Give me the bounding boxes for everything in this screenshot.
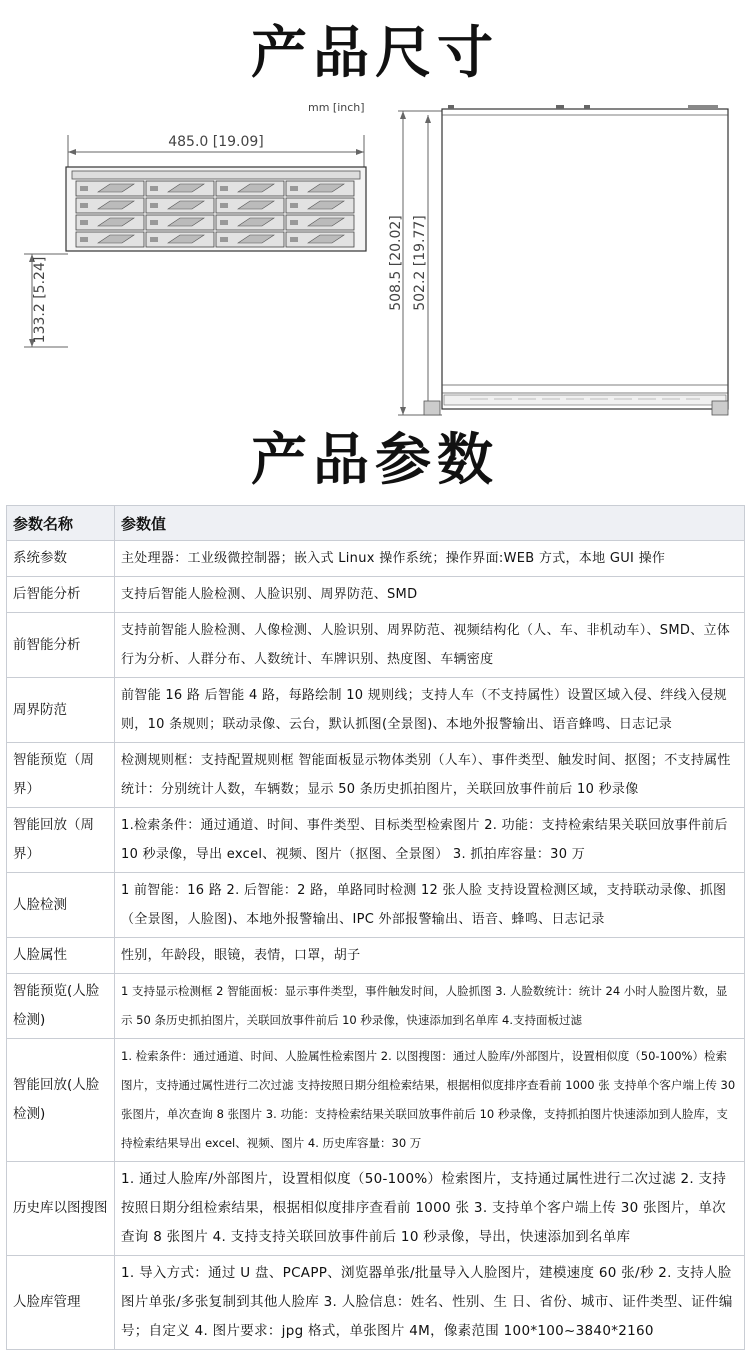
param-name: 历史库以图搜图 bbox=[7, 1162, 115, 1256]
param-value: 1 支持显示检测框 2 智能面板：显示事件类型，事件触发时间，人脸抓图 3. 人脸数统计：统计 24 小时人脸图片数，显示 50 条历史抓拍图片，关联回放事件前后 10 秒录像，快速添加到名单库 4.支持面板过滤 bbox=[115, 974, 745, 1039]
table-row bbox=[7, 808, 745, 873]
depth-inner-label: 502.2 [19.77] bbox=[412, 215, 428, 311]
height-dimension-label: 133.2 [5.24] bbox=[32, 256, 48, 344]
table-row bbox=[7, 1256, 745, 1350]
drive-bay bbox=[216, 181, 284, 196]
drive-bay bbox=[76, 215, 144, 230]
drive-bay bbox=[146, 215, 214, 230]
drive-bay bbox=[76, 232, 144, 247]
param-value: 前智能 16 路 后智能 4 路，每路绘制 10 规则线；支持人车（不支持属性）设置区域入侵、绊线入侵规则，10 条规则；联动录像、云台，默认抓图(全景图)、本地外报警输出、语音蜂鸣、日志记录 bbox=[115, 678, 745, 743]
param-name: 人脸库管理 bbox=[7, 1256, 115, 1350]
table-header-row bbox=[7, 506, 745, 541]
drive-bay bbox=[286, 232, 354, 247]
drive-bay bbox=[146, 198, 214, 213]
param-value: 1.检索条件：通过通道、时间、事件类型、目标类型检索图片 2. 功能：支持检索结果关联回放事件前后 10 秒录像，导出 excel、视频、图片（抠图、全景图） 3. 抓拍库容量：30 万 bbox=[115, 808, 745, 873]
drive-bay bbox=[286, 215, 354, 230]
table-row bbox=[7, 541, 745, 577]
front-view bbox=[24, 134, 366, 347]
param-value: 主处理器：工业级微控制器；嵌入式 Linux 操作系统；操作界面:WEB 方式，本地 GUI 操作 bbox=[115, 541, 745, 577]
param-value: 1 前智能：16 路 2. 后智能：2 路，单路同时检测 12 张人脸 支持设置检测区域，支持联动录像、抓图（全景图，人脸图)、本地外报警输出、IPC 外部报警输出、语音、蜂鸣、日志记录 bbox=[115, 873, 745, 938]
parameter-table bbox=[6, 505, 745, 1350]
table-row bbox=[7, 613, 745, 678]
param-name: 系统参数 bbox=[7, 541, 115, 577]
param-name: 后智能分析 bbox=[7, 577, 115, 613]
parameters-title: 产品参数 bbox=[251, 428, 499, 493]
header-param-value: 参数值 bbox=[115, 506, 745, 541]
unit-label: mm [inch] bbox=[308, 101, 365, 114]
param-name: 人脸属性 bbox=[7, 938, 115, 974]
param-name: 前智能分析 bbox=[7, 613, 115, 678]
param-value: 1. 通过人脸库/外部图片，设置相似度（50-100%）检索图片，支持通过属性进行二次过滤 2. 支持按照日期分组检索结果，根据相似度排序查看前 1000 张 3. 支持单个客户端上传 30 张图片，单次查询 8 张图片 4. 支持支持关联回放事件前后 10 秒录像，导出，快速添加到名单库 bbox=[115, 1162, 745, 1256]
drive-bay bbox=[76, 181, 144, 196]
drive-bay bbox=[216, 215, 284, 230]
drive-bay bbox=[146, 181, 214, 196]
table-row bbox=[7, 1039, 745, 1162]
drive-bay bbox=[286, 181, 354, 196]
depth-outer-label: 508.5 [20.02] bbox=[388, 215, 404, 311]
side-view bbox=[308, 101, 728, 415]
param-value: 1. 导入方式：通过 U 盘、PCAPP、浏览器单张/批量导入人脸图片，建模速度 60 张/秒 2. 支持人脸图片单张/多张复制到其他人脸库 3. 人脸信息：姓名、性别、生 日、省份、城市、证件类型、证件编号；自定义 4. 图片要求：jpg 格式，单张图片 4M，像素范围 100*100~3840*2160 bbox=[115, 1256, 745, 1350]
table-row bbox=[7, 577, 745, 613]
table-row bbox=[7, 1162, 745, 1256]
table-row bbox=[7, 873, 745, 938]
table-row bbox=[7, 678, 745, 743]
drive-bay bbox=[146, 232, 214, 247]
param-name: 周界防范 bbox=[7, 678, 115, 743]
header-param-name: 参数名称 bbox=[7, 506, 115, 541]
param-name: 人脸检测 bbox=[7, 873, 115, 938]
drive-bay bbox=[216, 198, 284, 213]
table-row bbox=[7, 938, 745, 974]
param-name: 智能回放(人脸检测) bbox=[7, 1039, 115, 1162]
table-row bbox=[7, 743, 745, 808]
param-value: 性别，年龄段，眼镜，表情，口罩，胡子 bbox=[115, 938, 745, 974]
width-dimension-label: 485.0 [19.09] bbox=[168, 134, 264, 150]
table-row bbox=[7, 974, 745, 1039]
param-value: 支持后智能人脸检测、人脸识别、周界防范、SMD bbox=[115, 577, 745, 613]
param-value: 1. 检索条件：通过通道、时间、人脸属性检索图片 2. 以图搜图：通过人脸库/外部图片，设置相似度（50-100%）检索图片，支持通过属性进行二次过滤 支持按照日期分组检索结果，根据相似度排序查看前 1000 张 支持单个客户端上传 30 张图片，单次查询 8 张图片 3. 功能：支持检索结果关联回放事件前后 10 秒录像，支持抓拍图片快速添加到人脸库，支持检索结果导出 excel、视频、图片 4. 历史库容量：30 万 bbox=[115, 1039, 745, 1162]
dimensions-title: 产品尺寸 bbox=[251, 21, 499, 86]
drive-bay bbox=[286, 198, 354, 213]
param-name: 智能预览（周界） bbox=[7, 743, 115, 808]
dimension-drawing bbox=[0, 95, 750, 430]
param-value: 支持前智能人脸检测、人像检测、人脸识别、周界防范、视频结构化（人、车、非机动车）、SMD、立体行为分析、人群分布、人数统计、车牌识别、热度图、车辆密度 bbox=[115, 613, 745, 678]
drive-bay bbox=[216, 232, 284, 247]
drive-bay bbox=[76, 198, 144, 213]
param-name: 智能回放（周界） bbox=[7, 808, 115, 873]
param-name: 智能预览(人脸检测) bbox=[7, 974, 115, 1039]
param-value: 检测规则框：支持配置规则框 智能面板显示物体类别（人车）、事件类型、触发时间、抠图；不支持属性 统计：分别统计人数，车辆数；显示 50 条历史抓拍图片，关联回放事件前后 10 秒录像 bbox=[115, 743, 745, 808]
